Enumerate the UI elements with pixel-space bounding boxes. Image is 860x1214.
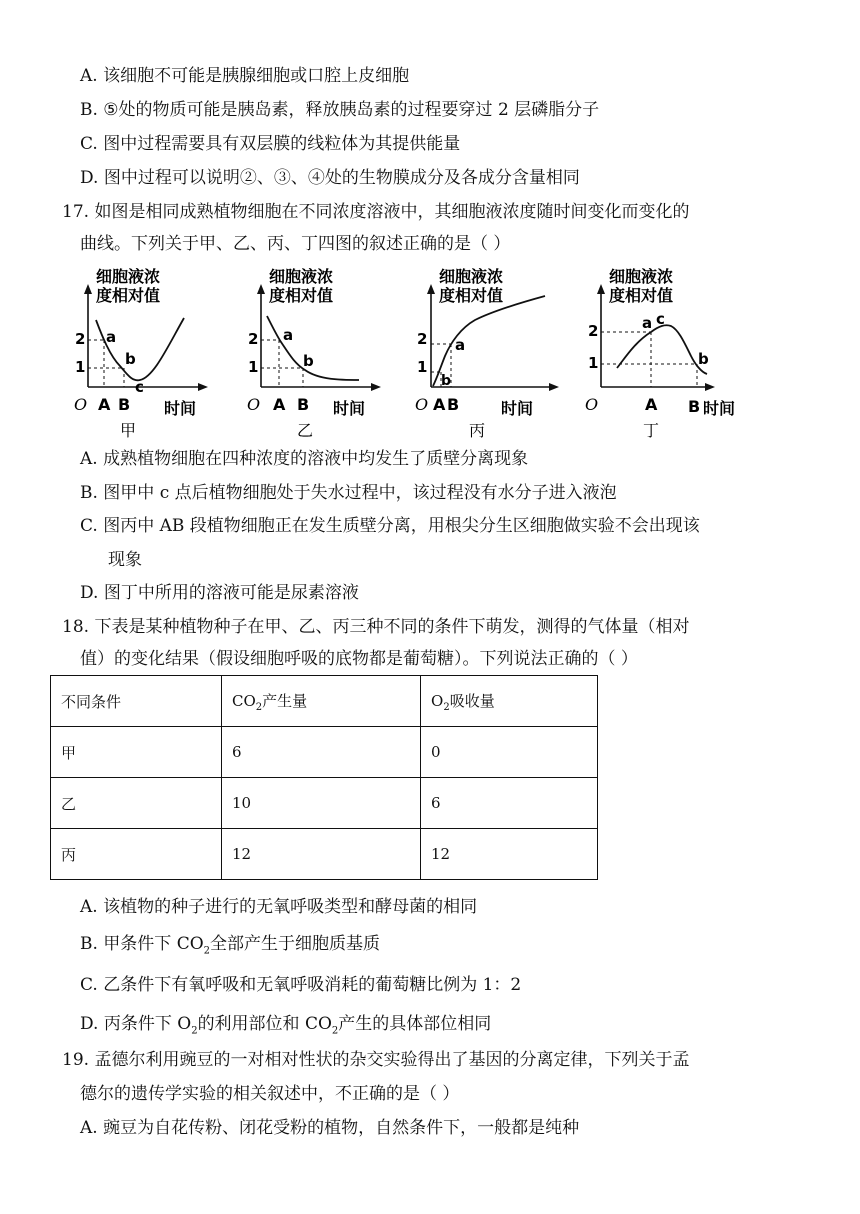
q18-stem-cont: 值）的变化结果（假设细胞呼吸的底物都是葡萄糖）。下列说法正确的（ ） — [80, 649, 638, 669]
q18-option-b: B. 甲条件下 $CO_2$全部产生于细胞质基质 — [80, 934, 381, 957]
x-tick-a: A — [645, 395, 658, 414]
q17-stem: 17. 如图是相同成熟植物细胞在不同浓度溶液中，其细胞液浓度随时间变化而变化的 — [62, 202, 690, 222]
cell-co2: 12 — [222, 829, 421, 880]
cell-o2: 12 — [421, 829, 598, 880]
q19-stem-cont: 德尔的遗传学实验的相关叙述中，不正确的是（ ） — [80, 1084, 460, 1104]
cell-condition: 甲 — [51, 727, 222, 778]
q18-option-c: C. 乙条件下有氧呼吸和无氧呼吸消耗的葡萄糖比例为 1：2 — [80, 975, 522, 995]
cell-co2: 10 — [222, 778, 421, 829]
q17-option-c: C. 图丙中 AB 段植物细胞正在发生质壁分离，用根尖分生区细胞做实验不会出现该 — [80, 516, 700, 536]
q17-stem-cont: 曲线。下列关于甲、乙、丙、丁四图的叙述正确的是（ ） — [80, 234, 511, 254]
tick-2: 2 — [588, 322, 599, 340]
tick-1: 1 — [417, 358, 428, 376]
x-axis-label: 时间 — [703, 399, 736, 418]
q19-option-a: A. 豌豆为自花传粉、闭花受粉的植物，自然条件下，一般都是纯种 — [80, 1118, 580, 1138]
x-tick-b: B — [297, 395, 310, 414]
header-condition: 不同条件 — [51, 676, 222, 727]
q16-option-b: B. ⑤处的物质可能是胰岛素，释放胰岛素的过程要穿过 2 层磷脂分子 — [80, 100, 600, 120]
q17-option-c-cont: 现象 — [108, 550, 142, 570]
cell-condition: 乙 — [51, 778, 222, 829]
tick-2: 2 — [75, 330, 86, 348]
tick-2: 2 — [248, 330, 259, 348]
y-axis-label-2: 度相对值 — [609, 286, 674, 305]
graph-jia — [72, 262, 222, 440]
x-tick-a: A — [273, 395, 286, 414]
point-b-label: b — [441, 373, 452, 389]
tick-2: 2 — [417, 330, 428, 348]
cell-o2: 6 — [421, 778, 598, 829]
header-o2: $O_2$吸收量 — [421, 676, 598, 727]
table-row — [51, 727, 598, 778]
table-header-row — [51, 676, 598, 727]
point-b-label: b — [125, 350, 136, 368]
q18-option-d: D. 丙条件下 $O_2$的利用部位和 $CO_2$产生的具体部位相同 — [80, 1014, 492, 1037]
y-axis-label-1: 细胞液浓 — [439, 267, 504, 286]
point-b-label: b — [698, 350, 709, 368]
x-tick-a: A — [433, 395, 446, 414]
q17-option-b: B. 图甲中 c 点后植物细胞处于失水过程中，该过程没有水分子进入液泡 — [80, 483, 617, 503]
q18-stem: 18. 下表是某种植物种子在甲、乙、丙三种不同的条件下萌发，测得的气体量（相对 — [62, 617, 690, 637]
q17-option-d: D. 图丁中所用的溶液可能是尿素溶液 — [80, 583, 359, 603]
y-axis-label-2: 度相对值 — [269, 286, 334, 305]
gas-table — [50, 675, 598, 880]
y-axis-label-2: 度相对值 — [96, 286, 161, 305]
point-a-label: a — [106, 328, 117, 346]
table-row — [51, 778, 598, 829]
table-row — [51, 829, 598, 880]
q16-option-a: A. 该细胞不可能是胰腺细胞或口腔上皮细胞 — [80, 66, 410, 86]
x-tick-b: B — [447, 395, 460, 414]
cell-o2: 0 — [421, 727, 598, 778]
y-axis-label-1: 细胞液浓 — [269, 267, 334, 286]
graph-yi — [245, 262, 395, 440]
header-co2: $CO_2$产生量 — [222, 676, 421, 727]
q16-option-c: C. 图中过程需要具有双层膜的线粒体为其提供能量 — [80, 134, 461, 154]
x-tick-b: B — [118, 395, 131, 414]
graph-ding — [585, 262, 745, 440]
x-axis-label: 时间 — [164, 399, 197, 418]
point-a-label: a — [642, 314, 653, 332]
graph-caption: 乙 — [297, 421, 314, 440]
x-tick-a: A — [98, 395, 111, 414]
curve — [267, 316, 359, 380]
q19-stem: 19. 孟德尔利用豌豆的一对相对性状的杂交实验得出了基因的分离定律，下列关于孟 — [62, 1050, 690, 1070]
x-axis-label: 时间 — [333, 399, 366, 418]
tick-1: 1 — [588, 354, 599, 372]
point-b-label: b — [303, 352, 314, 370]
origin-label: O — [74, 395, 88, 414]
y-axis-label-1: 细胞液浓 — [96, 267, 161, 286]
q18-option-a: A. 该植物的种子进行的无氧呼吸类型和酵母菌的相同 — [80, 897, 478, 917]
cell-condition: 丙 — [51, 829, 222, 880]
q16-option-d: D. 图中过程可以说明②、③、④处的生物膜成分及各成分含量相同 — [80, 168, 580, 188]
cell-co2: 6 — [222, 727, 421, 778]
y-axis-label-1: 细胞液浓 — [609, 267, 674, 286]
tick-1: 1 — [248, 358, 259, 376]
q17-option-a: A. 成熟植物细胞在四种浓度的溶液中均发生了质壁分离现象 — [80, 449, 529, 469]
graph-bing — [413, 262, 563, 440]
origin-label: O — [415, 395, 429, 414]
tick-1: 1 — [75, 358, 86, 376]
graph-caption: 丁 — [643, 421, 660, 440]
x-axis-label: 时间 — [501, 399, 534, 418]
point-a-label: a — [455, 336, 466, 354]
y-axis-label-2: 度相对值 — [439, 286, 504, 305]
origin-label: O — [247, 395, 261, 414]
x-tick-b: B — [688, 397, 701, 416]
origin-label: O — [585, 395, 599, 414]
point-c-label: c — [656, 310, 665, 328]
graph-caption: 丙 — [469, 421, 486, 440]
curve — [617, 325, 707, 374]
graph-caption: 甲 — [120, 421, 137, 440]
point-c-label: c — [135, 378, 144, 396]
point-a-label: a — [283, 326, 294, 344]
